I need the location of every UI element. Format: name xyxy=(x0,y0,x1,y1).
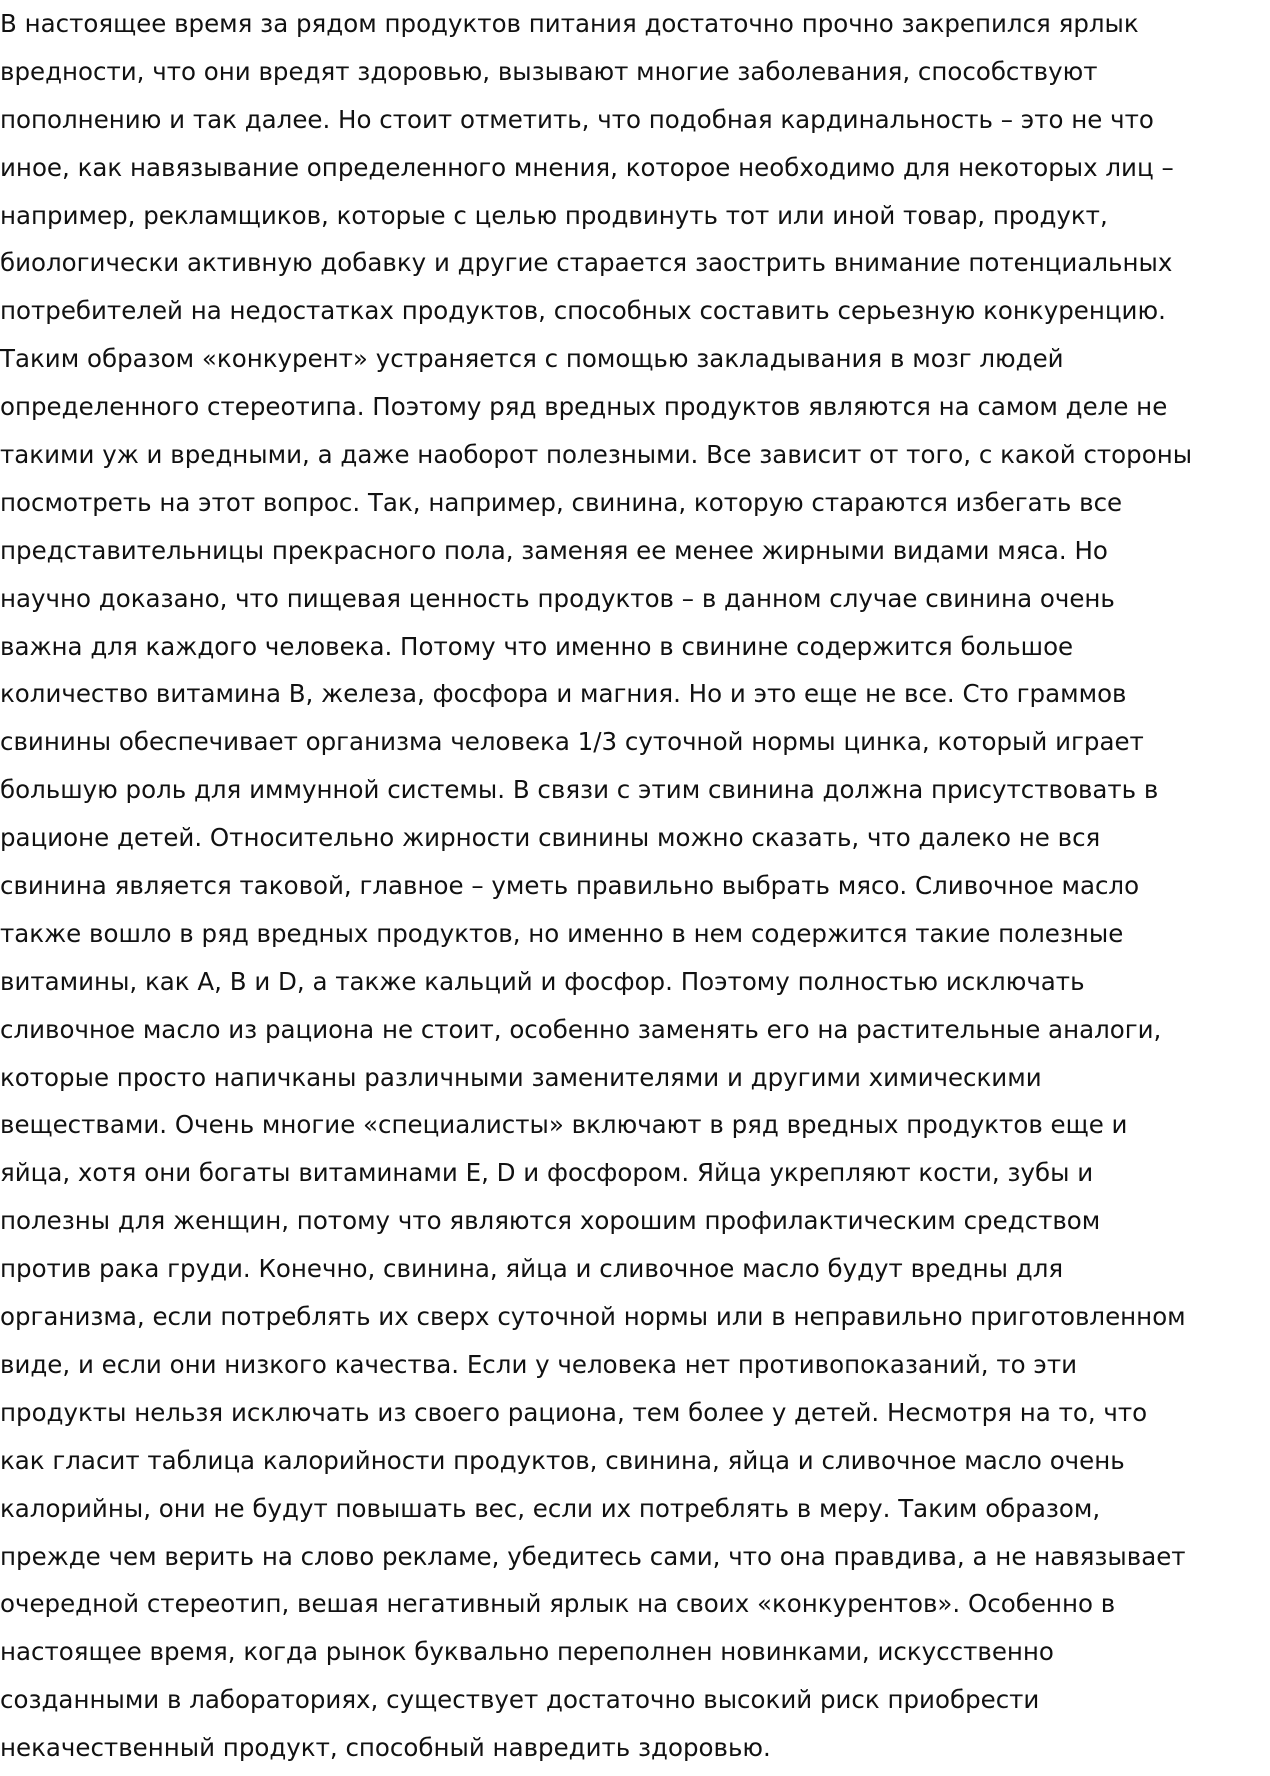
article-line: очередной стереотип, вешая негативный ярлык на своих «конкурентов». Особенно в xyxy=(0,1589,1116,1619)
article-line: витамины, как А, В и D, а также кальций и фосфор. Поэтому полностью исключать xyxy=(0,966,1085,996)
article-line: биологически активную добавку и другие старается заострить внимание потенциальных xyxy=(0,248,1173,278)
article-line: продукты нельзя исключать из своего рациона, тем более у детей. Несмотря на то, что xyxy=(0,1397,1148,1427)
article-line: свинины обеспечивает организма человека 1/3 суточной нормы цинка, который играет xyxy=(0,727,1144,757)
article-line: В настоящее время за рядом продуктов питания достаточно прочно закрепился ярлык xyxy=(0,9,1139,38)
article-line: веществами. Очень многие «специалисты» включают в ряд вредных продуктов еще и xyxy=(0,1110,1128,1140)
article-line: которые просто напичканы различными заменителями и другими химическими xyxy=(0,1062,1042,1092)
article-line: большую роль для иммунной системы. В связи с этим свинина должна присутствовать в xyxy=(0,775,1159,805)
article-line: количество витамина В, железа, фосфора и магния. Но и это еще не все. Сто граммов xyxy=(0,679,1127,709)
article-line: как гласит таблица калорийности продуктов, свинина, яйца и сливочное масло очень xyxy=(0,1445,1125,1475)
article-line: некачественный продукт, способный навредить здоровью. xyxy=(0,1733,771,1763)
article-line: посмотреть на этот вопрос. Так, например, свинина, которую стараются избегать все xyxy=(0,487,1123,517)
article-line: научно доказано, что пищевая ценность продуктов – в данном случае свинина очень xyxy=(0,583,1115,613)
article-line: Таким образом «конкурент» устраняется с помощью закладывания в мозг людей xyxy=(0,344,1064,374)
article-line: против рака груди. Конечно, свинина, яйца и сливочное масло будут вредны для xyxy=(0,1254,1064,1284)
article-line: виде, и если они низкого качества. Если у человека нет противопоказаний, то эти xyxy=(0,1349,1078,1379)
article-line: созданными в лабораториях, существует достаточно высокий риск приобрести xyxy=(0,1685,1040,1715)
article-line: пополнению и так далее. Но стоит отметить, что подобная кардинальность – это не что xyxy=(0,104,1154,134)
article-line: прежде чем верить на слово рекламе, убедитесь сами, что она правдива, а не навязывает xyxy=(0,1541,1186,1571)
article-line: рационе детей. Относительно жирности свинины можно сказать, что далеко не вся xyxy=(0,823,1101,853)
article-line: свинина является таковой, главное – уметь правильно выбрать мясо. Сливочное масло xyxy=(0,871,1140,901)
article-line: важна для каждого человека. Потому что именно в свинине содержится большое xyxy=(0,631,1074,661)
article-line: потребителей на недостатках продуктов, способных составить серьезную конкуренцию. xyxy=(0,296,1166,326)
article-line: настоящее время, когда рынок буквально переполнен новинками, искусственно xyxy=(0,1637,1054,1667)
article-line: полезны для женщин, потому что являются хорошим профилактическим средством xyxy=(0,1206,1101,1236)
article-line: вредности, что они вредят здоровью, вызывают многие заболевания, способствуют xyxy=(0,56,1098,86)
article-line: представительницы прекрасного пола, заменяя ее менее жирными видами мяса. Но xyxy=(0,535,1108,565)
article-line: яйца, хотя они богаты витаминами Е, D и фосфором. Яйца укрепляют кости, зубы и xyxy=(0,1158,1094,1188)
article-line: такими уж и вредными, а даже наоборот полезными. Все зависит от того, с какой стороны xyxy=(0,440,1193,470)
article-line: например, рекламщиков, которые с целью продвинуть тот или иной товар, продукт, xyxy=(0,200,1108,230)
article-line: сливочное масло из рациона не стоит, особенно заменять его на растительные аналоги, xyxy=(0,1014,1162,1044)
article-line: калорийны, они не будут повышать вес, если их потреблять в меру. Таким образом, xyxy=(0,1493,1101,1523)
article-line: организма, если потреблять их сверх суточной нормы или в неправильно приготовленном xyxy=(0,1302,1186,1332)
article-line: определенного стереотипа. Поэтому ряд вредных продуктов являются на самом деле не xyxy=(0,392,1168,422)
article-line: также вошло в ряд вредных продуктов, но именно в нем содержится такие полезные xyxy=(0,918,1124,948)
article-line: иное, как навязывание определенного мнения, которое необходимо для некоторых лиц – xyxy=(0,152,1174,182)
